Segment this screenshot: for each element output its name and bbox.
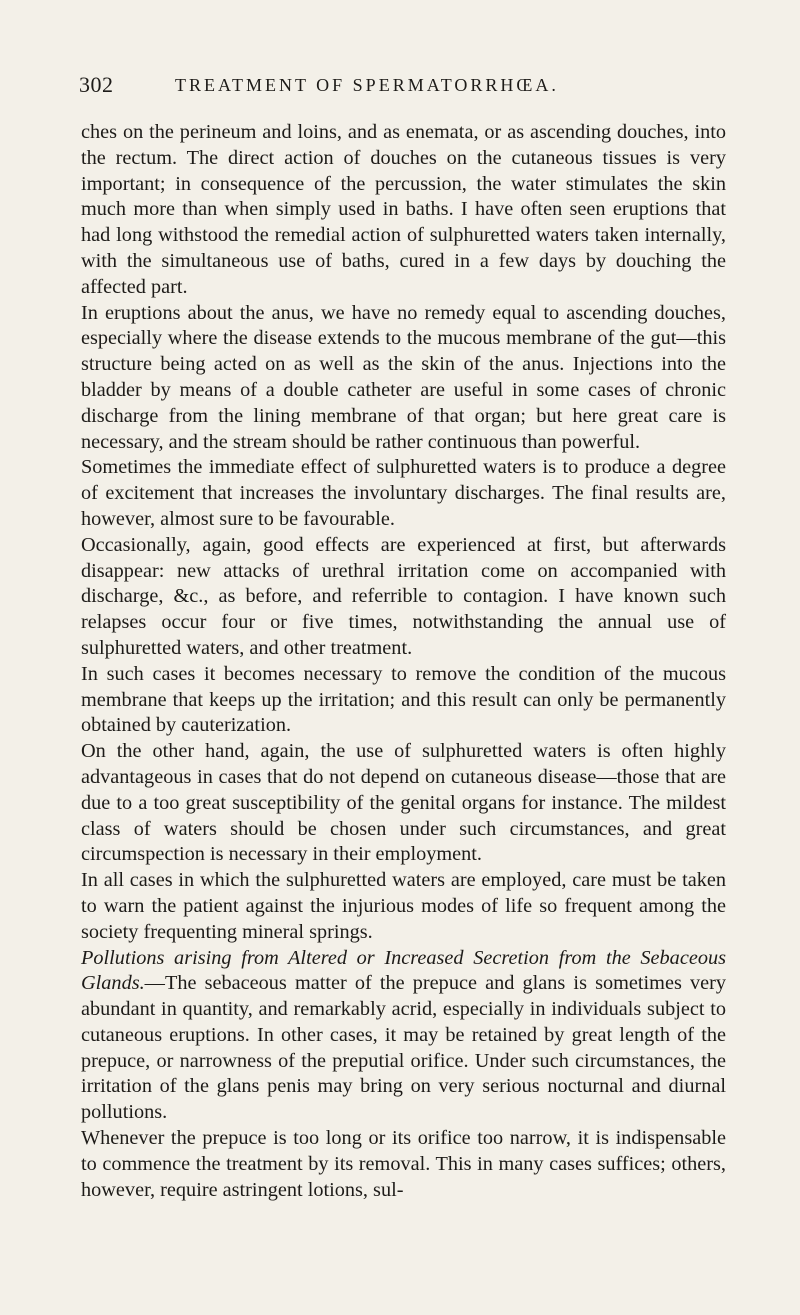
paragraph-4: Occasionally, again, good effects are experienced at first, but afterwards disappear: new attacks of urethral irritation come on accompanied with discharge, &c., as before, and referrible to contagion. I have known such relapses occur four or five times, notwithstanding the annual use of sulphuretted waters, and other treatment.: [81, 533, 726, 659]
running-head: TREATMENT OF SPERMATORRHŒA.: [175, 75, 559, 95]
paragraph-7: In all cases in which the sulphuretted waters are employed, care must be taken to warn the patient against the injurious modes of life so frequent among the society frequenting mineral springs.: [81, 869, 726, 943]
paragraph-6: On the other hand, again, the use of sulphuretted waters is often highly advantageous in cases that do not depend on cutaneous disease—those that are due to a too great susceptibility of the genital organs for instance. The mildest class of waters should be chosen under such circumstances, and great circumspection is necessary in their employment.: [81, 740, 726, 866]
page-header: [81, 56, 726, 96]
paragraph-3: Sometimes the immediate effect of sulphuretted waters is to produce a degree of excitement that increases the involuntary discharges. The final results are, however, almost sure to be favourable.: [81, 456, 726, 530]
paragraph-9: Whenever the prepuce is too long or its orifice too narrow, it is indispensable to commence the treatment by its removal. This in many cases suffices; others, however, require astringent lotions, sul-: [81, 1127, 726, 1201]
paragraph-1: ches on the perineum and loins, and as enemata, or as ascending douches, into the rectum. The direct action of douches on the cutaneous tissues is very important; in consequence of the percussion, the water stimulates the skin much more than when simply used in baths. I have often seen eruptions that had long withstood the remedial action of sulphuretted waters taken internally, with the simultaneous use of baths, cured in a few days by douching the affected part.: [81, 121, 726, 298]
body-text: [81, 120, 726, 1203]
page-number: 302: [79, 72, 114, 97]
paragraph-5: In such cases it becomes necessary to remove the condition of the mucous membrane that keeps up the irritation; and this result can only be permanently obtained by cauterization.: [81, 662, 726, 737]
section-heading: Pollutions arising from Altered or Increased Secretion from the Sebaceous Glands.: [81, 946, 726, 995]
section-paragraph: [81, 946, 726, 1127]
section-first-paragraph: —The sebaceous matter of the prepuce and glans is sometimes very abundant in quantity, and remarkably acrid, especially in individuals subject to cutaneous eruptions. In other cases, it may be retained by great length of the prepuce, or narrowness of the preputial orifice. Under such circumstances, the irritation of the glans penis may bring on very serious nocturnal and diurnal pollutions.: [81, 972, 726, 1124]
paragraph-2: In eruptions about the anus, we have no remedy equal to ascending douches, especially where the disease extends to the mucous membrane of the gut—this structure being acted on as well as the skin of the anus. Injections into the bladder by means of a double catheter are useful in some cases of chronic discharge from the lining membrane of that organ; but here great care is necessary, and the stream should be rather continuous than powerful.: [81, 301, 726, 453]
